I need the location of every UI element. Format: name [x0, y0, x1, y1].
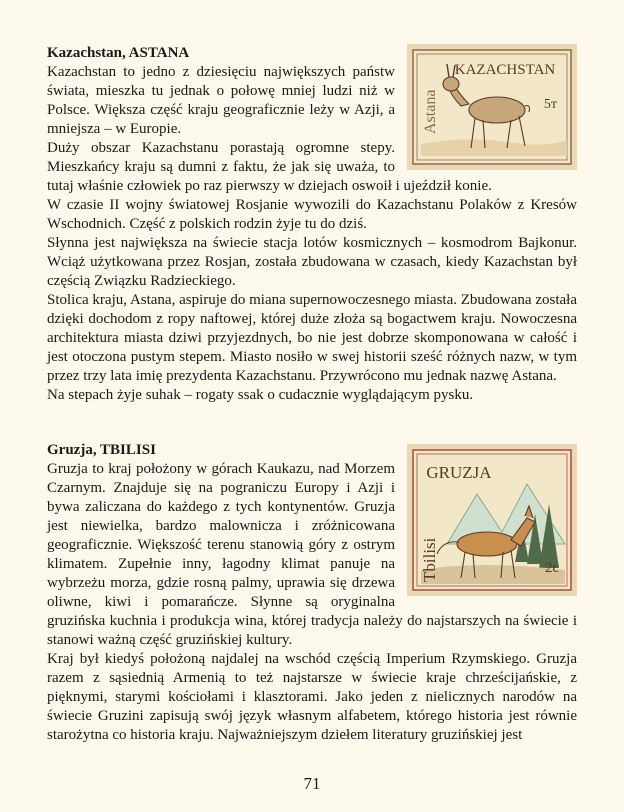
section-kazakhstan: [47, 44, 577, 405]
stamp-georgia-value: 2c: [544, 560, 559, 576]
page-number: 71: [303, 774, 321, 793]
stamp-georgia-title: GRUZJA: [426, 463, 492, 482]
stamp-georgia-illustration: [407, 444, 577, 596]
stamp-kazakhstan-title: KAZACHSTAN: [454, 62, 556, 78]
paragraph: Słynna jest największa na świecie stacja lotów kosmicznych – kosmodrom Bajkonur. Wciąż użytkowana przez Rosjan, została zbudowana w czasach, kiedy Kazachstan był częścią Związku Radzieckiego.: [47, 235, 577, 289]
paragraph: Duży obszar Kazachstanu porastają ogromne stepy. Mieszkańcy kraju są dumni z faktu, że jak się uważa, to tutaj właśnie człowiek po raz pierwszy w dziejach oswoił i ujeździł konie.: [47, 140, 492, 194]
section-heading: Gruzja, TBILISI: [47, 442, 156, 458]
stamp-kazakhstan: [407, 44, 577, 170]
stamp-georgia: [407, 444, 577, 596]
stamp-kazakhstan-illustration: [407, 44, 577, 170]
paragraph: Kraj był kiedyś położoną najdalej na wschód częścią Imperium Rzymskiego. Gruzja razem z sąsiednią Armenią to też najstarsze w świecie kraje chrześcijańskie, z pięknymi, starymi kościołami i klasztorami. Jako jeden z nielicznych narodów na świecie Gruzini zapisują swój język własnym alfabetem, którego historia jest równie starożytna co historia kraju. Najważniejszym dziełem literatury gruzińskiej jest: [47, 651, 577, 743]
stamp-kazakhstan-value: 5т: [543, 97, 557, 112]
paragraph: Stolica kraju, Astana, aspiruje do miana supernowoczesnego miasta. Zbudowana została dzięki dochodom z ropy naftowej, której duże złoża są bogactwem kraju. Nowoczesna architektura miasta dziwi przyjezdnych, bo nie jest dobrze skomponowana w całość i jest otoczona pustym stepem. Miasto nosiło w swej historii sześć różnych nazw, w tym przez trzy lata imię prezydenta Kazachstanu. Przywrócono mu jednak nazwę Astana.: [47, 292, 577, 384]
paragraph: Na stepach żyje suhak – rogaty ssak o cudacznie wyglądającym pysku.: [47, 387, 474, 403]
paragraph: Kazachstan to jedno z dziesięciu największych państw świata, mieszka tu jednak o połowę mniej ludzi niż w Polsce. Większa część kraju geograficznie leży w Azji, a mniejsza – w Europie.: [47, 64, 395, 137]
stamp-georgia-city: Tbilisi: [420, 537, 439, 582]
section-georgia: [47, 441, 577, 745]
section-heading: Kazachstan, ASTANA: [47, 45, 190, 61]
paragraph: W czasie II wojny światowej Rosjanie wywozili do Kazachstanu Polaków z Kresów Wschodnich. Część z polskich rodzin żyje tu do dziś.: [47, 197, 577, 232]
paragraph: Gruzja to kraj położony w górach Kaukazu, nad Morzem Czarnym. Znajduje się na pograniczu Europy i Azji i bywa zaliczana do każdego z tych kontynentów. Gruzja jest niewielka, bardzo malownicza i zróżnicowana geograficznie. Większość terenu stanowią góry z ostrym klimatem. Zupełnie inny, łagodny klimat panuje na wybrzeżu morza, gdzie rosną palmy, uprawia się drzewa oliwne, kiwi i pomarańcze. Słynne są oryginalna gruzińska kuchnia i produkcja wina, której tradycja należy do najstarszych na świecie i stanowi ważną część gruzińskiej kultury.: [47, 461, 577, 648]
stamp-kazakhstan-city: Astana: [422, 89, 439, 134]
